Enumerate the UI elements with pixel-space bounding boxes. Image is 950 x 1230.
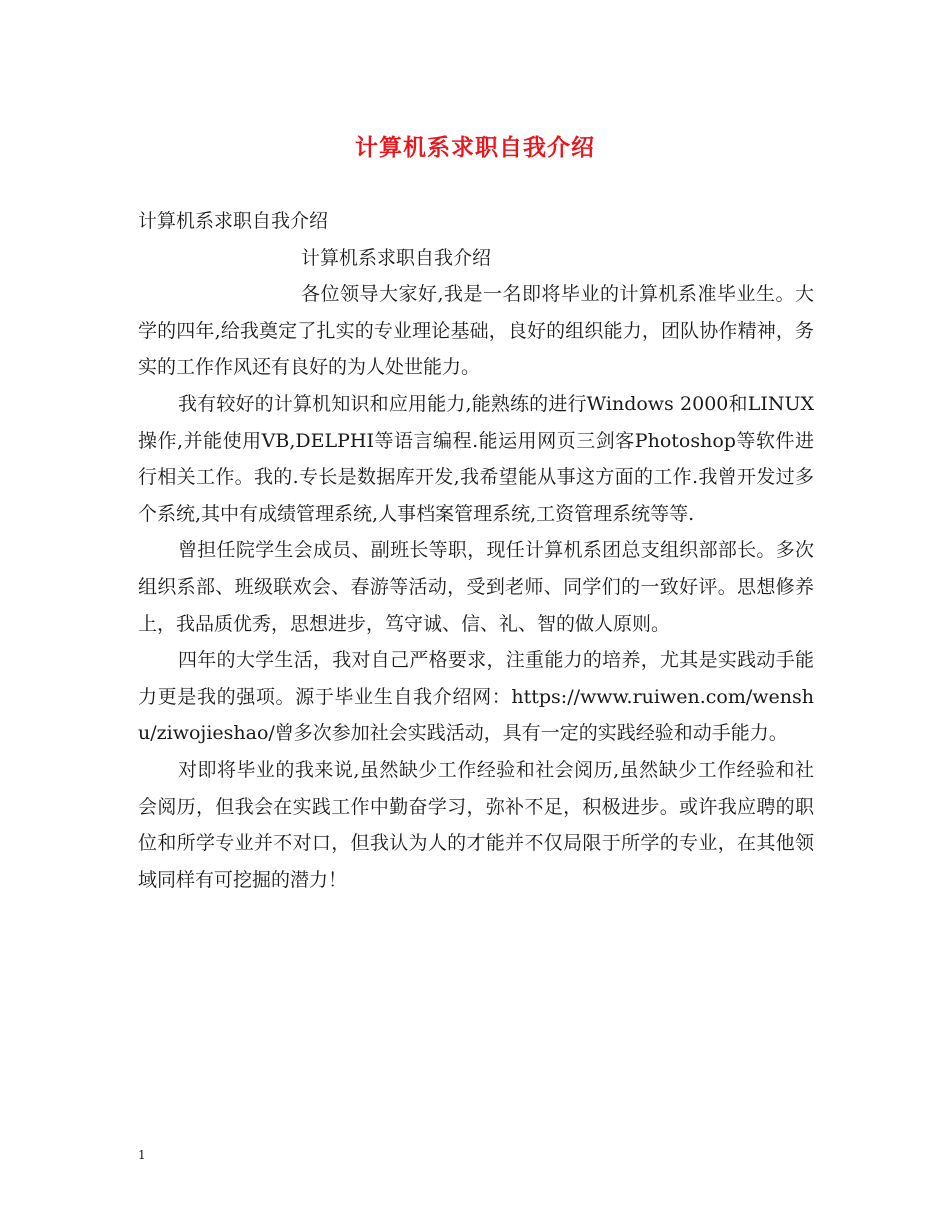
heading-repeat: 计算机系求职自我介绍 <box>138 210 329 232</box>
paragraph-practice: 四年的大学生活，我对自己严格要求，注重能力的培养，尤其是实践动手能力更是我的强项。源于毕业生自我介绍网：https://www.ruiwen.com/wenshu/ziwojieshao/曾多次参加社会实践活动，具有一定的实践经验和动手能力。 <box>138 649 814 745</box>
document-body <box>138 203 814 898</box>
paragraph-experience: 曾担任院学生会成员、副班长等职，现任计算机系团总支组织部部长。多次组织系部、班级联欢会、春游等活动，受到老师、同学们的一致好评。思想修养上，我品质优秀，思想进步，笃守诚、信、礼、智的做人原则。 <box>138 539 814 635</box>
paragraph-greeting: 各位领导大家好,我是一名即将毕业的计算机系准毕业生。大学的四年,给我奠定了扎实的专业理论基础，良好的组织能力，团队协作精神，务实的工作作风还有良好的为人处世能力。 <box>138 283 814 379</box>
paragraph-skills: 我有较好的计算机知识和应用能力,能熟练的进行Windows 2000和LINUX操作,并能使用VB,DELPHI等语言编程.能运用网页三剑客Photoshop等软件进行相关工作。我的.专长是数据库开发,我希望能从事这方面的工作.我曾开发过多个系统,其中有成绩管理系统,人事档案管理系统,工资管理系统等等. <box>138 392 814 525</box>
paragraph-closing: 对即将毕业的我来说,虽然缺少工作经验和社会阅历,虽然缺少工作经验和社会阅历，但我会在实践工作中勤奋学习，弥补不足，积极进步。或许我应聘的职位和所学专业并不对口，但我认为人的才能并不仅局限于所学的专业，在其他领域同样有可挖掘的潜力！ <box>138 758 814 891</box>
page-number: 1 <box>138 1148 146 1162</box>
subheading: 计算机系求职自我介绍 <box>301 246 492 269</box>
document-title: 计算机系求职自我介绍 <box>355 135 595 161</box>
